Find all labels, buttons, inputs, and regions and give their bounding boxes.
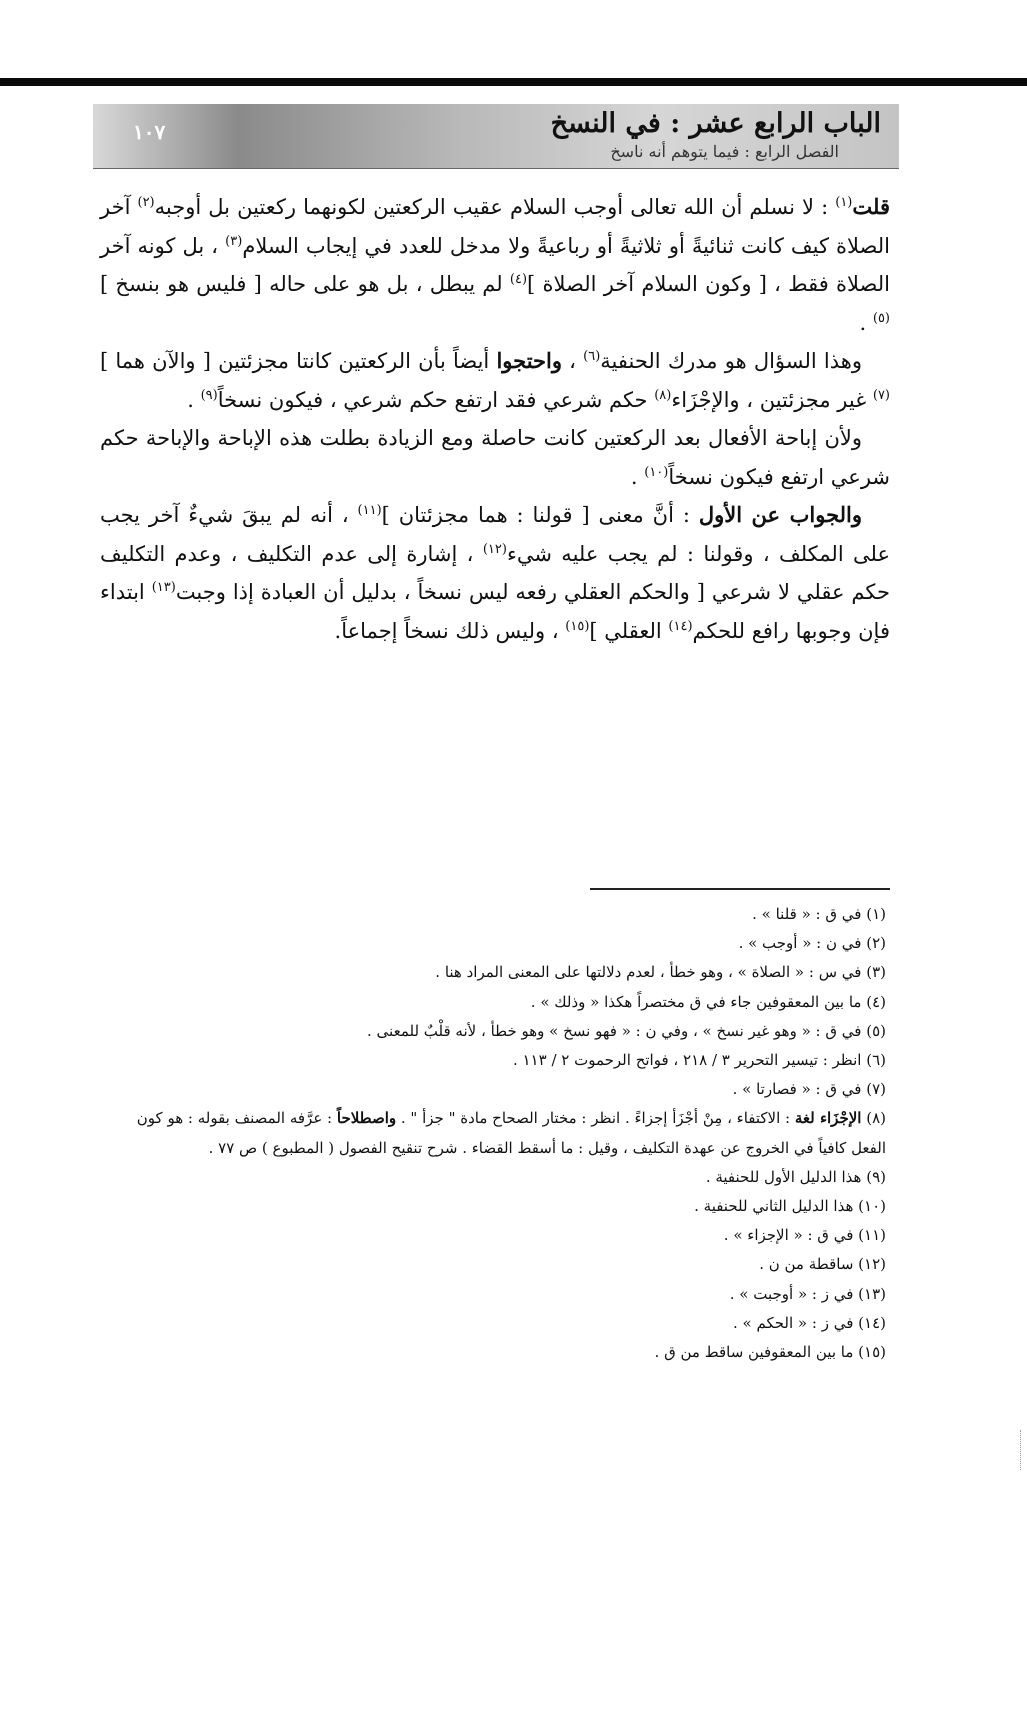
footnote-12: (١٢) ساقطة من ن . [759,1255,886,1274]
bold-term: الإجْزَاء لغة [794,1109,862,1128]
paragraph-3 [100,419,890,496]
footnote-9: (٩) هذا الدليل الأول للحنفية . [705,1167,886,1186]
text: غير مجزئتين ، والإجْزَاء [671,387,873,412]
text: . [859,310,873,335]
text: أيضاً بأن الركعتين كانتا مجزئتين [ والآن هما ] [100,349,497,373]
text: ، [562,349,584,373]
footnote-number: (٨) [866,1109,886,1128]
footnote-ref: (٩) [200,387,218,403]
text: العقلي ] [589,618,669,643]
footnote-ref: (٤) [509,272,528,287]
main-text [100,188,890,650]
footnote-1: (١) في ق : « قلنا » . [752,905,886,923]
text: : أنَّ معنى [ قولنا : هما مجزئتان ] [381,503,699,527]
footnote-11: (١١) في ق : « الإجزاء » . [723,1226,886,1245]
footnote-5: (٥) في ق : « وهو غير نسخ » ، وفي ن : « فهو نسخ » وهو خطأ ، لأنه قلْبٌ للمعنى . [367,1021,886,1040]
text: . [187,387,201,412]
text: ولأن إباحة الأفعال بعد الركعتين كانت حاصلة ومع الزيادة بطلت هذه الإباحة والإباحة حكم شرعي ارتفع فيكون نسخاً [100,426,890,489]
text: ، إشارة إلى عدم التكليف ، وعدم التكليف حكم عقلي لا شرعي [ والحكم العقلي رفعه ليس نسخاً ، بدليل أن العبادة إذا وجبت [100,541,890,604]
lead-word: والجواب عن الأول [698,502,862,527]
page-number: ١٠٧ [133,120,166,144]
footnote-13: (١٣) في ز : « أوجبت » . [729,1284,886,1303]
running-header [93,104,899,169]
footnote-ref: (٧) [872,387,890,403]
text: : لا نسلم أن الله تعالى أوجب السلام عقيب الركعتين لكونهما ركعتين بل أوجبه [154,195,836,219]
footnote-ref: (٥) [872,310,890,326]
paragraph-2 [100,342,890,419]
text: . [630,464,645,489]
section-subtitle: الفصل الرابع : فيما يتوهم أنه ناسخ [610,142,839,161]
text: آخر الصلاة كيف كانت ثنائيةً أو ثلاثيةً أو رباعيةً ولا مدخل للعدد في إيجاب السلام [100,195,890,258]
text: لم يبطل ، بل هو على حاله [ فليس هو بنسخ ] [100,272,510,296]
footnote-ref: (١٥) [565,618,590,634]
text: : الاكتفاء ، مِنْ أجْزَأ إجزاءً . انظر : مختار الصحاح مادة " جزأ " . [396,1109,795,1128]
footnote-ref: (١) [835,195,853,210]
chapter-title: الباب الرابع عشر : في النسخ [550,108,881,139]
text: وهذا السؤال هو مدرك الحنفية [600,349,862,373]
footnote-6: (٦) انظر : تيسير التحرير ٣ / ٢١٨ ، فواتح الرحموت ٢ / ١١٣ . [512,1051,886,1070]
bold-term: واحتجوا [496,348,562,373]
footnote-3: (٣) في س : « الصلاة » ، وهو خطأ ، لعدم دلالتها على المعنى المراد هنا . [435,963,886,982]
text: ، بل كونه آخر الصلاة فقط ، [ وكون السلام آخر الصلاة ] [100,233,890,296]
bold-term: واصطلاحاً [336,1109,397,1128]
text: ، أنه لم يبقَ شيءٌ آخر يجب على المكلف ، وقولنا : لم يجب عليه شيء [100,503,891,566]
footnote-separator [590,888,890,890]
footnote-10: (١٠) هذا الدليل الثاني للحنفية . [694,1197,886,1216]
footnote-ref: (٣) [225,233,243,249]
footnotes [100,900,890,1367]
lead-word: قلت [852,194,890,219]
text: ابتداء فإن وجوبها رافع للحكم [100,580,890,643]
text: حكم شرعي فقد ارتفع حكم شرعي ، فيكون نسخاً [217,387,655,412]
text: ، وليس ذلك نسخاً إجماعاً. [334,618,566,643]
footnote-15: (١٥) ما بين المعقوفين ساقط من ق . [654,1343,886,1362]
footnote-14: (١٤) في ز : « الحكم » . [733,1313,886,1332]
footnote-7: (٧) في ق : « فصارتا » . [732,1080,886,1099]
footnote-4: (٤) ما بين المعقوفين جاء في ق مختصراً هكذا « وذلك » . [530,992,886,1011]
scan-edge-mark [1014,1430,1021,1470]
footnote-ref: (١٠) [644,464,669,480]
paragraph-4 [100,496,890,650]
footnote-ref: (١٢) [482,541,507,557]
footnote-ref: (١١) [357,503,382,518]
text: : عرَّفه المصنف بقوله : هو كون الفعل كافياً في الخروج عن عهدة التكليف ، وقيل : ما أسقط القضاء . شرح تنقيح الفصول ( المطبوع ) ص ٧٧ . [136,1109,886,1157]
footnote-ref: (١٣) [151,580,176,595]
footnote-2: (٢) في ن : « أوجب » . [738,934,886,953]
top-rule [0,78,1027,86]
footnote-8 [100,1104,890,1162]
footnote-ref: (٢) [137,195,155,210]
paragraph-1 [100,188,890,342]
footnote-ref: (٨) [654,387,672,403]
footnote-ref: (١٤) [668,618,693,634]
footnote-ref: (٦) [583,349,601,364]
